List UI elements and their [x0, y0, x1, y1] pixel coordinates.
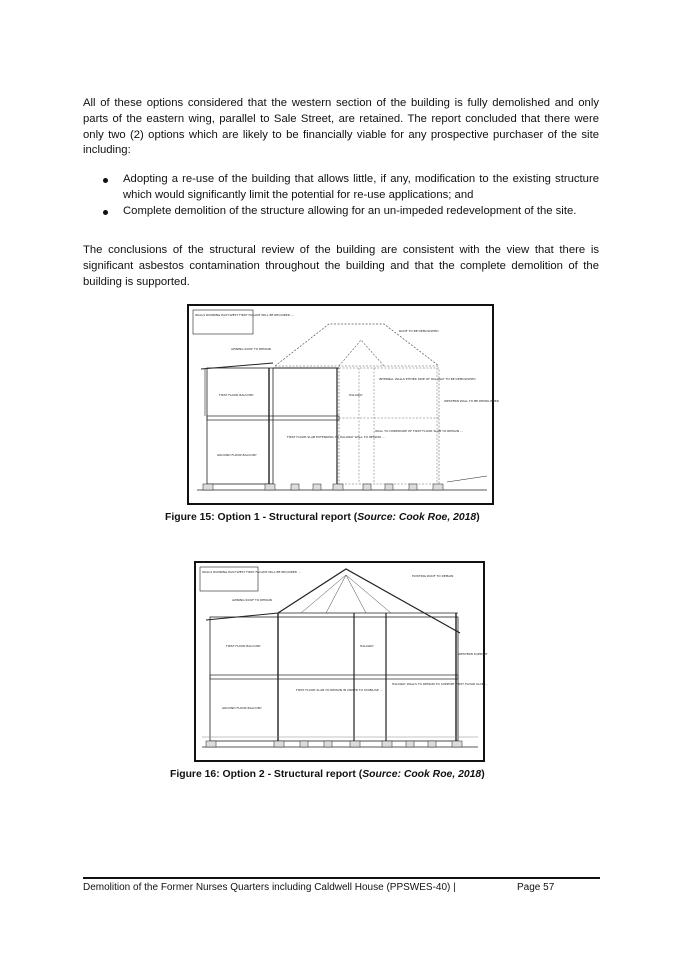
conclusion-paragraph: The conclusions of the structural review of the building are consistent with the view that there is significant asbestos contamination throughout the building and that the complete demolition of the building is supported. — [83, 244, 599, 288]
bullet-icon — [103, 178, 108, 183]
svg-text:WESTERN WALL TO BE DEMOLISHED: WESTERN WALL TO BE DEMOLISHED — [444, 399, 500, 403]
svg-text:INTERNAL WALLS EITHER SIDE OF: INTERNAL WALLS EITHER SIDE OF HALLWAY TO BE DEMOLISHED — [379, 377, 476, 381]
section-drawing-option-1 — [189, 306, 500, 503]
figure-15-drawing — [187, 304, 500, 505]
svg-text:WESTERN SUPPORT: WESTERN SUPPORT — [458, 652, 488, 656]
svg-text:WALL TO UNDERSIDE OF FIRST FLO: WALL TO UNDERSIDE OF FIRST FLOOR SLAB TO REMAIN ... — [375, 429, 463, 433]
svg-text:FIRST FLOOR SLAB TO REMAIN IN: FIRST FLOOR SLAB TO REMAIN IN ORDER TO STABILISE ... — [296, 688, 383, 692]
svg-text:EXISTING ROOF TO REMAIN: EXISTING ROOF TO REMAIN — [412, 574, 454, 578]
svg-text:HALLWAY: HALLWAY — [360, 644, 374, 648]
figure-16-caption: Figure 16: Option 2 - Structural report (Source: Cook Roe, 2018) — [170, 769, 485, 780]
svg-text:AWNING ROOF TO REMAIN: AWNING ROOF TO REMAIN — [231, 347, 271, 351]
figure-15-caption: Figure 15: Option 1 - Structural report (Source: Cook Roe, 2018) — [165, 512, 480, 523]
svg-text:ROOF TO BE DEMOLISHED: ROOF TO BE DEMOLISHED — [399, 329, 439, 333]
svg-text:WALLS RUNNING EAST-WEST FIRST: WALLS RUNNING EAST-WEST FIRST FACADE WILL BE REQUIRED ... — [195, 313, 294, 317]
footer-title: Demolition of the Former Nurses Quarters including Caldwell House (PPSWES-40) | — [83, 882, 456, 893]
section-drawing-option-2 — [196, 563, 488, 760]
list-item: Adopting a re-use of the building that allows little, if any, modification to the existing structure which would significantly limit the potential for re-use applications; and — [83, 172, 599, 204]
svg-text:HALLWAY: HALLWAY — [349, 393, 363, 397]
svg-text:WALLS RUNNING EAST-WEST FIRST: WALLS RUNNING EAST-WEST FIRST FACADE WILL BE REQUIRED ... — [202, 570, 301, 574]
page-number: Page 57 — [517, 882, 555, 893]
bullet-icon — [103, 210, 108, 215]
svg-text:GROUND FLOOR BALCONY: GROUND FLOOR BALCONY — [217, 453, 257, 457]
svg-text:FIRST FLOOR BALCONY: FIRST FLOOR BALCONY — [226, 644, 261, 648]
list-item: Complete demolition of the structure allowing for an un-impeded redevelopment of the site. — [83, 204, 599, 220]
intro-paragraph: All of these options considered that the western section of the building is fully demolished and only parts of the eastern wing, parallel to Sale Street, are retained. The report concluded that there were only two (2) options which are likely to be financially viable for any prospective purchaser of the site including: — [83, 97, 599, 157]
footer-divider — [83, 877, 600, 879]
figure-16-drawing — [194, 561, 488, 762]
svg-text:AWNING ROOF TO REMAIN: AWNING ROOF TO REMAIN — [232, 598, 272, 602]
svg-text:HALLWAY WALLS TO REMAIN TO SUP: HALLWAY WALLS TO REMAIN TO SUPPORT FIRST FLOOR SLAB ... — [392, 682, 488, 686]
svg-text:GROUND FLOOR BALCONY: GROUND FLOOR BALCONY — [222, 706, 262, 710]
svg-text:FIRST FLOOR BALCONY: FIRST FLOOR BALCONY — [219, 393, 254, 397]
options-list — [83, 172, 599, 219]
svg-text:FIRST FLOOR SLAB EXTENDING TO: FIRST FLOOR SLAB EXTENDING TO HALLWAY WALL TO REMAIN ... — [287, 435, 385, 439]
